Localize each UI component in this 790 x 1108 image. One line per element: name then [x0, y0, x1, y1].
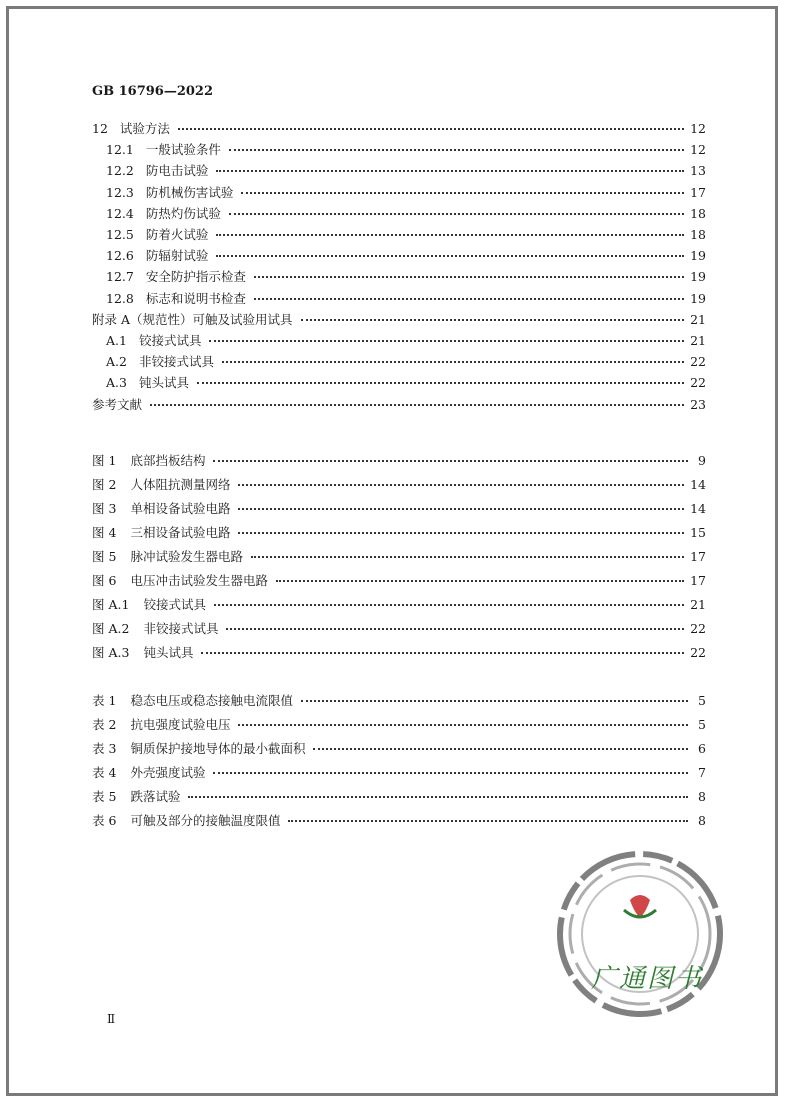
toc-entry-title: 钝头试具 [138, 375, 189, 391]
toc-entry-title: 防机械伤害试验 [145, 184, 234, 200]
dot-leader [276, 580, 684, 582]
toc-entry-number: 12.3 [106, 184, 134, 200]
toc-entry-page: 13 [690, 163, 706, 179]
dot-leader [238, 532, 684, 534]
toc-entry-number: 图 3 [92, 501, 117, 516]
stamp-text: 广通图书 [590, 964, 703, 994]
toc-entry-page: 5 [698, 717, 706, 732]
toc-entry-title: 人体阻抗测量网络 [130, 477, 231, 492]
toc-entry-title: 单相设备试验电路 [130, 501, 231, 516]
toc-entry-number: 12.4 [106, 205, 134, 221]
toc-entry-page: 17 [690, 573, 706, 588]
toc-entry-page: 17 [690, 184, 706, 200]
toc-entry-page: 19 [690, 269, 706, 285]
toc-entry-page: 22 [690, 645, 706, 660]
dot-leader [216, 170, 684, 172]
toc-row[interactable] [92, 692, 706, 710]
toc-entry-page: 8 [698, 789, 706, 804]
toc-entry-page: 14 [690, 501, 706, 516]
toc-entry-page: 12 [690, 121, 706, 136]
dot-leader [188, 796, 688, 798]
toc-entry-title: 铰接式试具 [138, 333, 202, 348]
toc-entry-number: 图 6 [92, 573, 117, 588]
toc-entry-number: 图 1 [92, 453, 117, 468]
dot-leader [301, 319, 685, 321]
toc-entry-title: 防热灼伤试验 [145, 205, 221, 221]
toc-entry-number: A.2 [106, 354, 127, 370]
toc-entry-title: 脉冲试验发生器电路 [130, 549, 243, 564]
dot-leader [313, 748, 688, 750]
dot-leader [229, 213, 684, 215]
toc-entry-page: 7 [698, 765, 706, 780]
toc-entry-title: 外壳强度试验 [130, 765, 206, 780]
toc-row[interactable] [106, 268, 706, 286]
toc-entry-page: 19 [690, 248, 706, 264]
toc-entry-number: 图 5 [92, 549, 117, 564]
dot-leader [201, 652, 684, 654]
toc-entry-number: 图 A.1 [92, 597, 130, 612]
toc-entry-page: 22 [690, 354, 706, 370]
toc-entry-number: 表 3 [92, 741, 117, 756]
toc-entry-page: 8 [698, 813, 706, 828]
toc-row[interactable] [92, 311, 706, 329]
toc-row[interactable] [92, 764, 706, 782]
standard-number: GB 16796—2022 [92, 84, 214, 99]
toc-row[interactable] [92, 620, 706, 638]
toc-row[interactable] [106, 205, 706, 223]
toc-entry-title: 防辐射试验 [145, 248, 209, 264]
dot-leader [241, 192, 684, 194]
page-number: Ⅱ [107, 1012, 116, 1026]
dot-leader [150, 404, 684, 406]
toc-entry-number: 12.5 [106, 227, 134, 242]
toc-entry-title: 跌落试验 [130, 789, 181, 804]
toc-entry-title: 非铰接式试具 [143, 621, 219, 636]
toc-entry-number: A.1 [106, 333, 127, 348]
toc-entry-title: 稳态电压或稳态接触电流限值 [130, 693, 293, 708]
toc-entry-title: 抗电强度试验电压 [130, 717, 231, 732]
toc-entry-title: 防电击试验 [145, 163, 209, 179]
toc-row[interactable] [92, 740, 706, 758]
toc-entry-number: 12.1 [106, 142, 134, 158]
dot-leader [254, 276, 684, 278]
toc-entry-title: 可触及部分的接触温度限值 [130, 813, 281, 828]
toc-entry-title: 试验方法 [119, 121, 170, 136]
toc-row[interactable] [92, 548, 706, 566]
dot-leader [213, 460, 688, 462]
toc-row[interactable] [92, 476, 706, 494]
toc-row[interactable] [106, 162, 706, 180]
toc-entry-number: 表 5 [92, 789, 117, 804]
toc-entry-page: 21 [690, 311, 706, 327]
toc-entry-title: 钝头试具 [143, 645, 194, 660]
toc-entry-page: 14 [690, 477, 706, 492]
toc-row[interactable] [106, 247, 706, 265]
toc-entry-page: 18 [690, 205, 706, 221]
dot-leader [222, 361, 684, 363]
toc-entry-page: 6 [698, 741, 706, 756]
toc-entry-number: 表 4 [92, 765, 117, 780]
toc-row[interactable] [92, 572, 706, 590]
dot-leader [254, 298, 684, 300]
dot-leader [214, 604, 684, 606]
toc-entry-number: 表 1 [92, 693, 117, 708]
dot-leader [226, 628, 684, 630]
toc-row[interactable] [92, 812, 706, 830]
toc-entry-number: A.3 [106, 375, 127, 391]
toc-row[interactable] [106, 374, 706, 392]
toc-row[interactable] [106, 226, 706, 244]
toc-entry-page: 5 [698, 693, 706, 708]
toc-row[interactable] [106, 184, 706, 202]
toc-entry-page: 22 [690, 375, 706, 391]
dot-leader [229, 149, 684, 151]
toc-entry-number: 附录 A（规范性） [92, 311, 193, 327]
toc-entry-title: 可触及试验用试具 [192, 311, 293, 327]
toc-entry-page: 21 [690, 333, 706, 348]
dot-leader [209, 340, 684, 342]
dot-leader [288, 820, 688, 822]
toc-entry-page: 23 [690, 396, 706, 412]
toc-entry-page: 21 [690, 597, 706, 612]
toc-row[interactable] [92, 120, 706, 138]
dot-leader [178, 128, 684, 130]
stamp-seal-icon [548, 842, 733, 1027]
toc-entry-title: 安全防护指示检查 [145, 269, 246, 285]
toc-row[interactable] [106, 332, 706, 350]
toc-entry-page: 9 [698, 453, 706, 468]
toc-entry-number: 图 2 [92, 477, 117, 492]
toc-entry-number: 12.7 [106, 269, 134, 285]
dot-leader [238, 508, 684, 510]
toc-entry-number: 12 [92, 121, 108, 136]
toc-entry-page: 12 [690, 142, 706, 158]
toc-row[interactable] [92, 396, 706, 414]
toc-entry-title: 底部挡板结构 [130, 453, 206, 468]
toc-entry-number: 表 6 [92, 813, 117, 828]
dot-leader [251, 556, 684, 558]
dot-leader [238, 484, 684, 486]
toc-row[interactable] [106, 353, 706, 371]
dot-leader [216, 255, 684, 257]
toc-entry-number: 图 A.3 [92, 645, 130, 660]
toc-entry-title: 三相设备试验电路 [130, 525, 231, 540]
toc-entry-number: 图 4 [92, 525, 117, 540]
toc-entry-number: 12.2 [106, 163, 134, 179]
dot-leader [301, 700, 688, 702]
toc-entry-number: 12.8 [106, 290, 134, 306]
dot-leader [238, 724, 688, 726]
toc-entry-title: 铜质保护接地导体的最小截面积 [130, 741, 306, 756]
toc-entry-title: 铰接式试具 [143, 597, 206, 612]
toc-entry-number: 12.6 [106, 248, 134, 264]
toc-entry-page: 19 [690, 290, 706, 306]
toc-entry-page: 17 [690, 549, 706, 564]
toc-row[interactable] [92, 500, 706, 518]
toc-row[interactable] [92, 788, 706, 806]
toc-row[interactable] [106, 290, 706, 308]
toc-row[interactable] [92, 716, 706, 734]
toc-row[interactable] [92, 452, 706, 470]
toc-entry-number: 图 A.2 [92, 621, 130, 636]
toc-entry-title: 一般试验条件 [145, 142, 221, 158]
dot-leader [216, 234, 684, 236]
toc-entry-title: 防着火试验 [145, 227, 209, 242]
dot-leader [213, 772, 688, 774]
toc-entry-title: 电压冲击试验发生器电路 [130, 573, 268, 588]
toc-entry-number: 表 2 [92, 717, 117, 732]
toc-entry-page: 18 [690, 227, 706, 242]
toc-entry-title: 参考文献 [92, 396, 143, 412]
toc-row[interactable] [106, 141, 706, 159]
dot-leader [197, 382, 684, 384]
toc-row[interactable] [92, 644, 706, 662]
toc-entry-title: 非铰接式试具 [138, 354, 214, 370]
toc-row[interactable] [92, 596, 706, 614]
toc-row[interactable] [92, 524, 706, 542]
toc-entry-page: 22 [690, 621, 706, 636]
toc-entry-title: 标志和说明书检查 [145, 290, 246, 306]
toc-entry-page: 15 [690, 525, 706, 540]
